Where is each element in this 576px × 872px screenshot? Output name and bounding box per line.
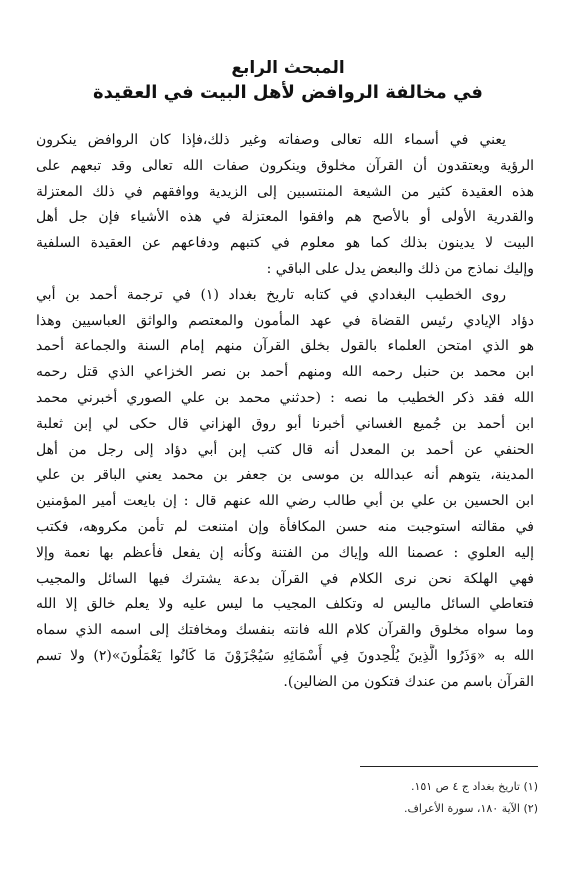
text-line: إليه العلوي : عصمنا الله وإياك من الفتنة وكأنه إن يفعل فأعظم بها نعمة وإلا (36, 544, 534, 561)
footnote-2: (٢) الآية ١٨٠، سورة الأعراف. (404, 802, 538, 815)
text-line: روى الخطيب البغدادي في كتابه تاريخ بغداد (١) في ترجمة أحمد بن أبي (36, 286, 506, 303)
text-line: يعني في أسماء الله تعالى وصفاته وغير ذلك،فإذا كان الروافض ينكرون (36, 132, 506, 148)
text-line: الله فقد ذكر الخطيب ما نصه : (حدثني محمد بن علي الصوري أخبرني محمد (36, 389, 534, 406)
footnote-1: (١) تاريخ بغداد ج ٤ ص ١٥١. (410, 780, 538, 793)
text-line: الله به «وَذَرُوا الَّذِينَ يُلْحِدونَ فِي أَسْمَائِهِ سَيُجْزَوْنَ مَا كَانُوا يَعْمَلُونَ»(٢) ولا تسم (36, 647, 534, 664)
chapter-subtitle: في مخالفة الروافض لأهل البيت في العقيدة (93, 82, 483, 103)
footnote-divider (360, 766, 538, 767)
chapter-title: المبحث الرابع (231, 58, 345, 78)
text-line: الحنفي عن أحمد بن المعدل أنه قال كتب إبن أبي دؤاد إلى رجل من أهل (36, 441, 534, 458)
text-line: ابن محمد بن حنبل رحمه الله ومنهم أحمد بن نصر الخزاعي الذي قتل رحمه (36, 364, 534, 381)
text-line: ابن الحسين بن علي بن أبي طالب رضي الله عنهم قال : إن بايعت أمير المؤمنين (36, 493, 534, 510)
text-line: فتعاطي السائل ماليس له وتكلف المجيب ما ليس عليه ولا يعلم خالق إلا الله (36, 596, 534, 613)
chapter-heading (40, 56, 536, 106)
text-line: القرآن باسم من عندك فتكون من الضالين). (283, 673, 534, 690)
text-line: البيت لا يدينون بذلك كما هو معلوم في كتبهم ودفاعهم عن العقيدة السلفية (36, 235, 534, 252)
text-line: والقدرية الأولى أو بالأصح هم وافقوا المعتزلة في هذه الأشياء فإن جل أهل (36, 209, 534, 226)
text-line: ابن أحمد بن جُميع الغساني أخبرنا أبو روق الهزاني قال حكى لي إبن ثعلبة (36, 415, 534, 432)
text-line: فهي الهلكة نحن نرى الكلام في القرآن بدعة يشترك فيها السائل والمجيب (36, 570, 534, 587)
text-line: وما سواه مخلوق والقرآن كلام الله فانته بنفسك ومخافتك إلى اسمه الذي سماه (36, 622, 534, 639)
text-line: المدينة، يتوهم أنه عبدالله بن موسى بن جعفر بن محمد يعني الباقر بن علي (36, 467, 534, 484)
text-line: هو الذي امتحن العلماء بالقول بخلق القرآن منهم إمام السنة والجماعة أحمد (36, 338, 534, 355)
text-line: دؤاد الإيادي رئيس القضاة في عهد المأمون والمعتصم والواثق العباسيين وهذا (36, 312, 534, 329)
text-line: هذه العقيدة كثير من الشيعة المنتسبين إلى الزيدية ووافقهم في ذلك المعتزلة (36, 183, 534, 200)
body-text (36, 128, 534, 696)
footnotes (60, 776, 538, 820)
text-line: في مقالته استوجبت منه حسن المكافأة وإن امتنعت لم تأمن مكروهه، فكتب (36, 518, 534, 535)
text-line: وإليك نماذج من ذلك والبعض يدل على الباقي : (266, 260, 534, 277)
text-line: الرؤية ويعتقدون أن القرآن مخلوق وينكرون صفات الله تعالى وقد تبعهم على (36, 157, 534, 174)
